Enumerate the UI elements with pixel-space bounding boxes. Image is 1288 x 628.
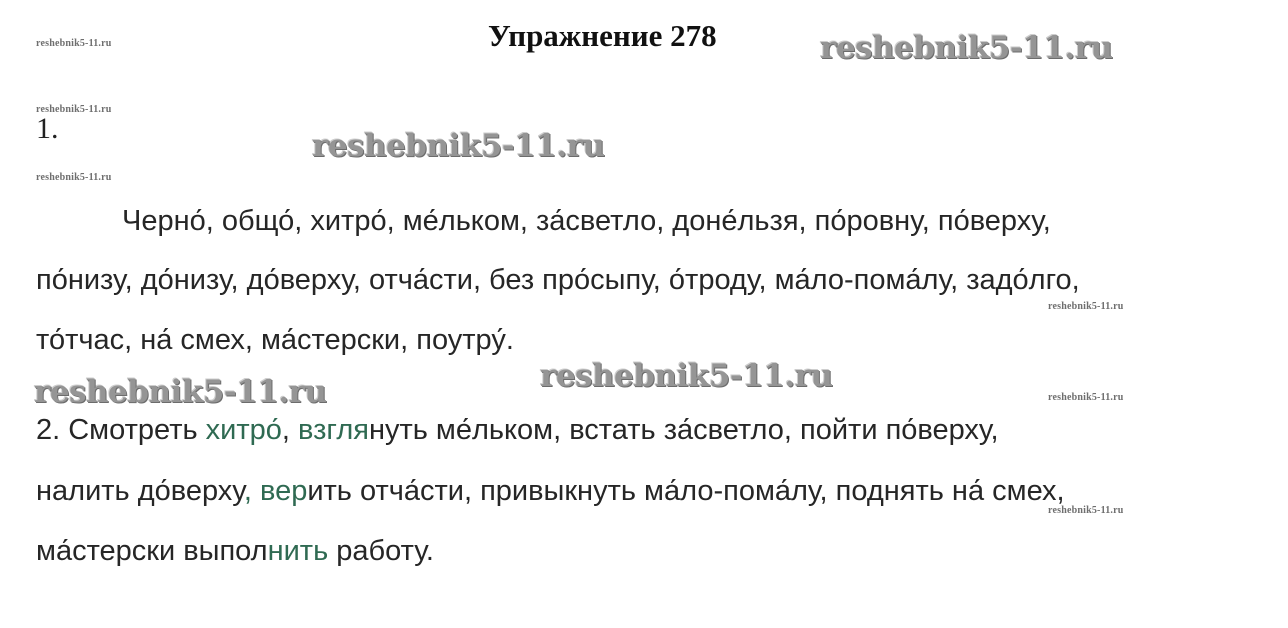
exercise-title: Упражнение 278 bbox=[488, 18, 717, 53]
text-line bbox=[36, 535, 434, 568]
highlighted-word: , вер bbox=[243, 475, 308, 507]
watermark-small: reshebnik5-11.ru bbox=[1048, 392, 1124, 403]
part-number-1: 1. bbox=[36, 112, 59, 145]
watermark-small: reshebnik5-11.ru bbox=[36, 172, 112, 183]
watermark-large: reshebnik5-11.ru bbox=[540, 358, 833, 394]
text-segment: работу. bbox=[328, 535, 434, 567]
highlighted-word: нить bbox=[267, 535, 329, 567]
text-segment: 2. Смотреть bbox=[36, 414, 206, 446]
text-line bbox=[36, 414, 999, 447]
text-segment: налить до́верху bbox=[36, 475, 244, 507]
watermark-large: reshebnik5-11.ru bbox=[34, 374, 327, 410]
watermark-small: reshebnik5-11.ru bbox=[36, 38, 112, 49]
text-line: Черно́, общо́, хитро́, ме́льком, за́светло, доне́льзя, по́ровну, по́верху, bbox=[122, 205, 1051, 237]
text-segment: , bbox=[281, 414, 299, 446]
text-line bbox=[36, 475, 1065, 508]
text-line: то́тчас, на́ смех, ма́стерски, поутру́. bbox=[36, 324, 514, 356]
text-segment: нуть ме́льком, встать за́светло, пойти по́верху, bbox=[368, 414, 999, 446]
watermark-small: reshebnik5-11.ru bbox=[36, 104, 112, 115]
watermark-small: reshebnik5-11.ru bbox=[1048, 301, 1124, 312]
highlighted-word: хитро́ bbox=[205, 414, 282, 446]
watermark-small: reshebnik5-11.ru bbox=[1048, 505, 1124, 516]
watermark-large: reshebnik5-11.ru bbox=[820, 30, 1113, 66]
watermark-large: reshebnik5-11.ru bbox=[312, 128, 605, 164]
highlighted-word: взгля bbox=[298, 414, 369, 446]
text-segment: ма́стерски выпол bbox=[36, 535, 268, 567]
text-segment: ить отча́сти, привыкнуть ма́ло-пома́лу, поднять на́ смех, bbox=[307, 475, 1065, 507]
text-line: по́низу, до́низу, до́верху, отча́сти, без про́сыпу, о́троду, ма́ло-пома́лу, задо́лго, bbox=[36, 264, 1080, 296]
